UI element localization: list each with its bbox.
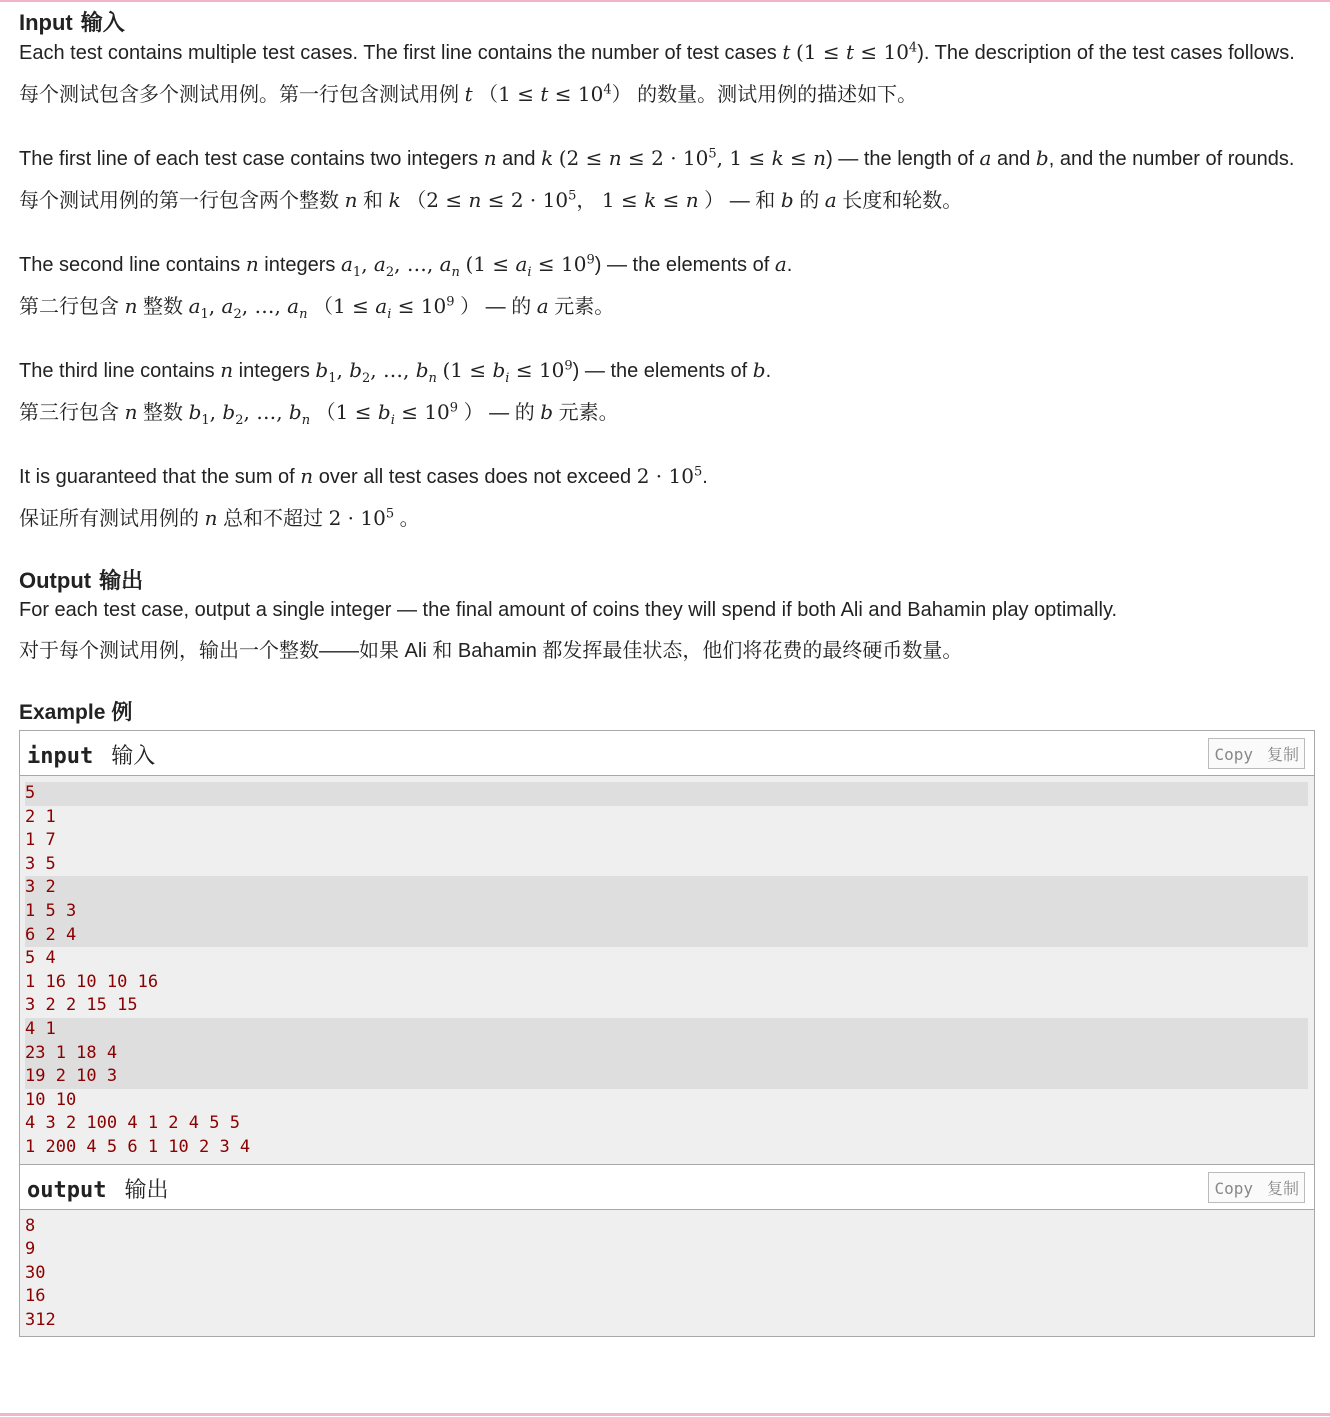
input-paragraph-1-en: Each test contains multiple test cases. The first line contains the number of test cases t $(1 \le t \le 10^4)$. The description of the test cases follows. [19,40,1295,64]
input-line: 1 7 [25,830,56,851]
input-title-en: Input [19,10,73,35]
output-title-en: Output [19,568,92,593]
input-header [20,731,1314,776]
top-border [0,0,1330,2]
input-line: 3 5 [25,853,56,874]
copy-input-button[interactable]: Copy 复制 [1208,738,1305,769]
output-block [20,1210,1314,1337]
problem-content [19,8,1315,1337]
output-title-cn: 输出 [99,568,144,593]
example-title: Example 例 [19,701,133,724]
input-block [20,776,1314,1164]
input-paragraph-2-zh: 每个测试用例的第一行包含两个整数 n 和 k （$2 \le n \le 2 \cdot 10^5$， 1 ≤ k ≤ n ） — 和 b 的 a 长度和轮数。 [19,188,963,212]
input-line: 23 1 18 4 [25,1042,1308,1066]
output-section-title [19,566,1315,596]
input-paragraph-3-zh: 第二行包含 n 整数 $a_1$, $a_2$, …, $a_n$ （$1 \le a_i \le 10^9$ ） — 的 a 元素。 [19,294,615,322]
output-line: 16 [25,1286,46,1307]
input-line: 4 3 2 100 4 1 2 4 5 5 [25,1113,240,1134]
input-line: 4 1 [25,1018,1308,1042]
output-paragraph-zh: 对于每个测试用例，输出一个整数——如果 Ali 和 Bahamin 都发挥最佳状态，他们将花费的最终硬币数量。 [19,640,963,662]
input-line: 6 2 4 [25,924,1308,948]
output-line: 8 [25,1215,36,1236]
input-line: 2 1 [25,806,56,827]
input-line: 1 5 3 [25,900,1308,924]
output-label: output 输出 [27,1177,169,1203]
input-paragraph-5-zh: 保证所有测试用例的 n 总和不超过 $2 \cdot 10^5$ 。 [19,506,420,530]
input-label: input 输入 [27,744,156,769]
input-title-cn: 输入 [80,10,125,35]
input-line: 5 4 [25,948,56,969]
input-paragraph-4-en: The third line contains n integers $b_1$, $b_2$, …, $b_n$ $(1 \le b_i \le 10^9)$ — the elements of b. [19,358,772,386]
bottom-border [0,1413,1330,1416]
input-line: 19 2 10 3 [25,1065,1308,1089]
copy-output-button[interactable]: Copy 复制 [1208,1172,1305,1203]
output-line: 30 [25,1262,46,1283]
input-line: 10 10 [25,1089,77,1110]
output-header [20,1164,1314,1210]
input-paragraph-1-zh: 每个测试包含多个测试用例。第一行包含测试用例 t $(1 \le t \le 10^4)$ 的数量。测试用例的描述如下。 [19,82,918,106]
input-line: 3 2 [25,876,1308,900]
input-line: 1 200 4 5 6 1 10 2 3 4 [25,1136,251,1157]
output-line: 312 [25,1309,56,1330]
input-line: 5 [25,782,1308,806]
input-paragraph-2-en: The first line of each test case contains two integers n and k ($2 \le n \le 2 \cdot 10^5$, 1 ≤ k ≤ n) — the length of a and b, and the number of rounds. [19,146,1295,170]
input-paragraph-4-zh: 第三行包含 n 整数 $b_1$, $b_2$, …, $b_n$ （$1 \le b_i \le 10^9$ ） — 的 b 元素。 [19,400,619,428]
input-paragraph-3-en: The second line contains n integers $a_1$, $a_2$, …, $a_n$ $(1 \le a_i \le 10^9)$ — the elements of a. [19,252,793,280]
input-line: 1 16 10 10 16 [25,971,159,992]
input-paragraph-5-en: It is guaranteed that the sum of n over all test cases does not exceed $2 \cdot 10^5$. [19,464,708,488]
sample-test [19,730,1315,1337]
output-line: 9 [25,1239,36,1260]
input-section-title [19,8,1315,38]
output-paragraph-en: For each test case, output a single integer — the final amount of coins they will spend if both Ali and Bahamin play optimally. [19,599,1118,621]
input-line: 3 2 2 15 15 [25,995,138,1016]
